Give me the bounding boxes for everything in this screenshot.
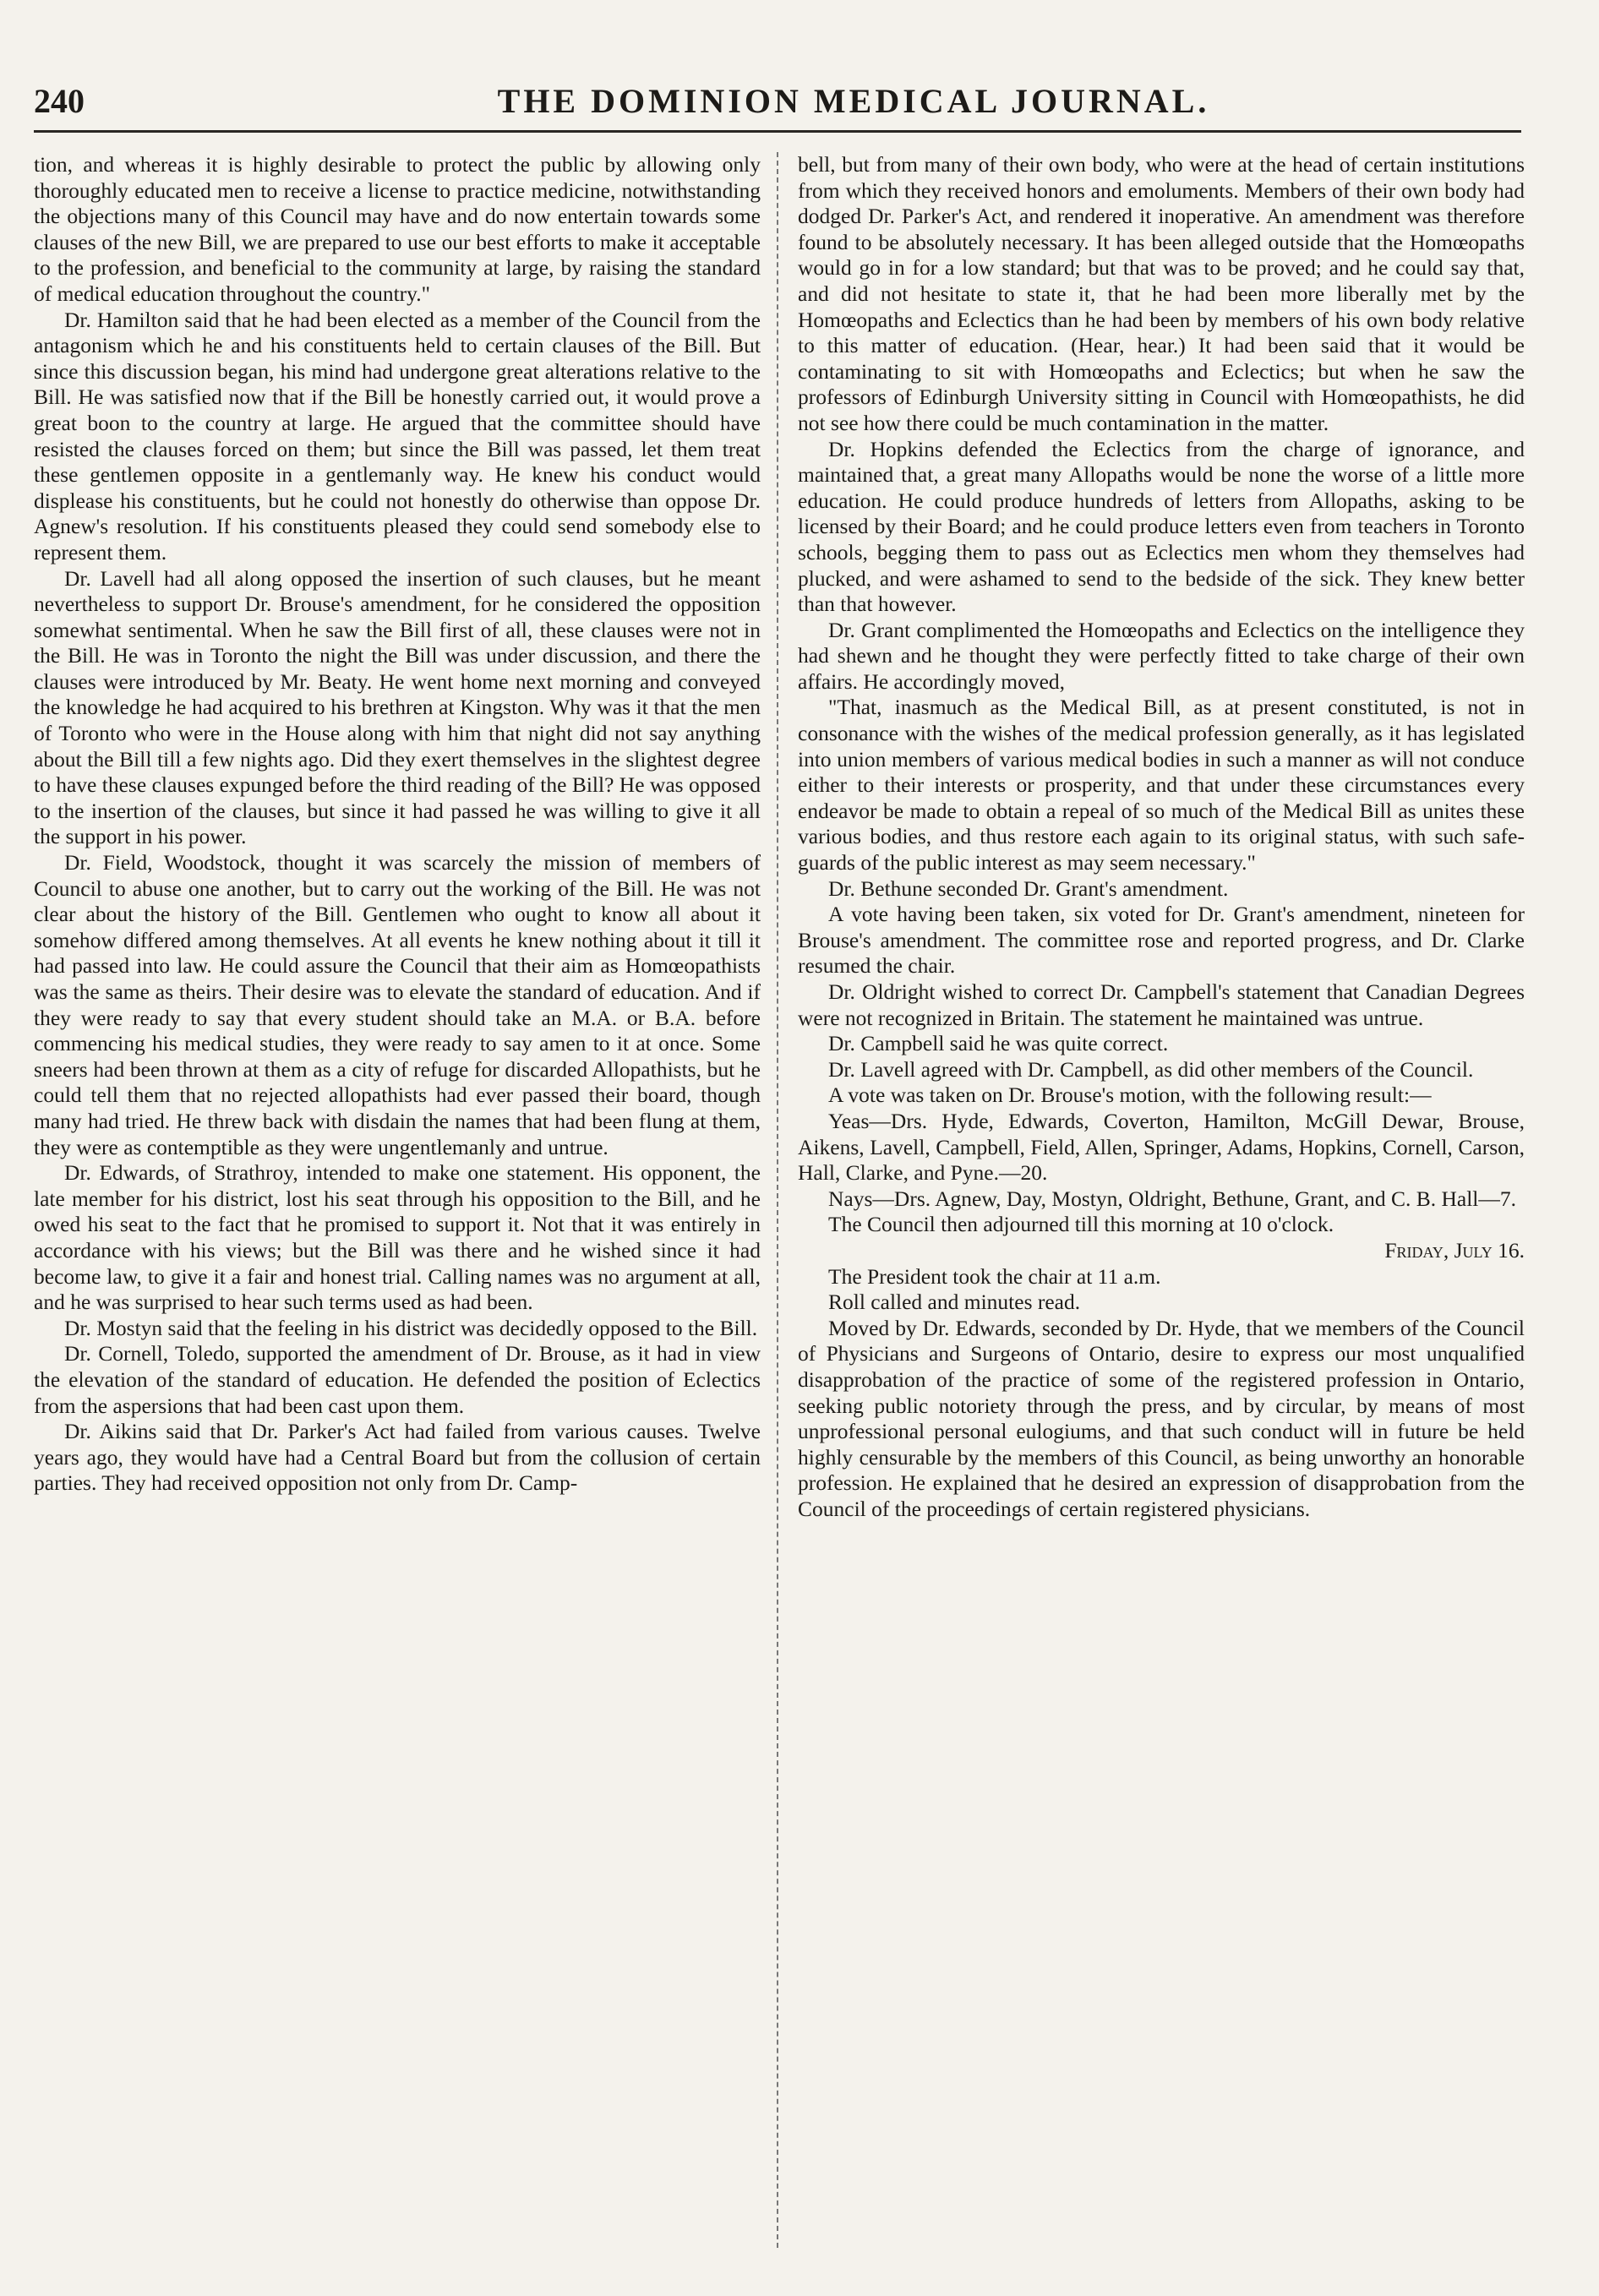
header-rule <box>34 130 1521 133</box>
paragraph: Dr. Lavell agreed with Dr. Campbell, as did other members of the Council. <box>828 1056 1474 1082</box>
paragraph: Dr. Lavell had all along opposed the insertion of such clauses, but he meant nevertheless to support Dr. Brouse's amendment, for he considered the opposition somewhat sentimental. When he saw the Bill first of all, these clauses were not in the Bill. He was in Toronto the night the Bill was under discussion, and there the clauses were introduced by Mr. Beaty. He went home next morning and conveyed the knowledge he had acquired to his brethren at Kingston. Why was it that the men of Toronto who were in the House along with him that night did not say anything about the Bill till a few nights ago. Did they exert themselves in the slightest degree to have these clauses expunged before the third reading of the Bill? He was opposed to the insertion of the clauses, but since it had passed he was willing to give it all the support in his power. <box>34 565 761 849</box>
paragraph: Dr. Edwards, of Strathroy, intended to make one statement. His opponent, the late member for his district, lost his seat through his opposition to the Bill, and he owed his seat to the fact that he promised to support it. Not that it was entirely in accordance with his views; but the Bill was there and he wished since it had become law, to give it a fair and honest trial. Calling names was no argument at all, and he was surprised to hear such terms used as had been. <box>34 1160 761 1315</box>
page-number: 240 <box>34 82 85 120</box>
paragraph: Dr. Hopkins defended the Eclectics from the charge of ignorance, and maintained that, a great many Allopaths would be none the worse of a little more education. He could produce hundreds of letters from Allopaths, asking to be licensed by their Board; and he could produce letters even from teachers in Toronto schools, begging them to pass out as Eclectics men whom they themselves had plucked, and were ashamed to send to the bedside of the sick. They knew better than that however. <box>798 436 1525 617</box>
paragraph: Dr. Aikins said that Dr. Parker's Act had failed from various causes. Twelve years ago, they would have had a Central Board but from the collusion of certain parties. They had received opposition not only from Dr. Camp- <box>34 1419 761 1496</box>
paragraph: Dr. Cornell, Toledo, supported the amendment of Dr. Brouse, as it had in view the elevation of the standard of education. He defended the position of Eclectics from the aspersions that had been cast upon them. <box>34 1341 761 1418</box>
paragraph: Dr. Mostyn said that the feeling in his district was decidedly opposed to the Bill. <box>64 1315 758 1340</box>
paragraph: Dr. Field, Woodstock, thought it was scarcely the mission of members of Council to abuse one another, but to carry out the working of the Bill. He was not clear about the history of the Bill. Gentlemen who ought to know all about it somehow differed among themselves. At all events he knew nothing about it till it had passed into law. He could assure the Council that their aim as Homœopathists was the same as theirs. Their desire was to elevate the standard of education. And if they were ready to say that every student should take an M.A. or B.A. before commencing his medical studies, they were ready to say amen to it at once. Some sneers had been thrown at them as a city of refuge for discarded Allopathists, but he could tell them that no rejected allopathists had ever passed their board, though many had tried. He threw back with disdain the names that had been flung at them, they were as contemptible as they were ungentlemanly and untrue. <box>34 850 761 1159</box>
paragraph: Dr. Campbell said he was quite correct. <box>828 1031 1169 1056</box>
paragraph: Dr. Hamilton said that he had been elected as a member of the Council from the antagonism which he and his constituents held to certain clauses of the Bill. But since this discussion began, his mind had undergone great alterations relative to the Bill. He was satisfied now that if the Bill be honestly carried out, it would prove a great boon to the country at large. He argued that the committee should have resisted the clauses forced on them; but since the Bill was passed, let them treat these gentlemen opposite in a gentlemanly way. He knew his conduct would displease his constituents, but he could not honestly do otherwise than oppose Dr. Agnew's resolution. If his constituents pleased they could send somebody else to represent them. <box>34 307 761 564</box>
paragraph: Nays—Drs. Agnew, Day, Mostyn, Oldright, Bethune, Grant, and C. B. Hall—7. <box>828 1186 1517 1211</box>
paragraph: Moved by Dr. Edwards, seconded by Dr. Hyde, that we members of the Council of Physicians and Surgeons of Ontario, desire to express our most unqualified disapprobation of the practice of some of the registered profession in Ontario, seeking public notoriety through the press, and by circular, by means of most unprofessional personal eulogiums, and that such conduct will in future be held highly censurable by the members of this Council, as being unworthy an honorable profession. He explained that he desired an expression of disapprobation from the Council of the proceedings of certain registered physicians. <box>798 1315 1525 1521</box>
paragraph: tion, and whereas it is highly desirable to protect the public by allowing only thoroughly educated men to receive a license to practice medicine, notwithstanding the objections many of this Council may have and do now entertain towards some clauses of the new Bill, we are prepared to use our best efforts to make it acceptable to the profession, and beneficial to the community at large, by raising the standard of medical education throughout the country." <box>34 152 761 306</box>
right-column <box>798 152 1525 2265</box>
paragraph: Yeas—Drs. Hyde, Edwards, Coverton, Hamilton, McGill Dewar, Brouse, Aikens, Lavell, Campbell, Field, Allen, Springer, Adams, Hopkins, Cornell, Carson, Hall, Clarke, and Pyne.—20. <box>798 1108 1525 1186</box>
paragraph: Dr. Grant complimented the Homœopaths and Eclectics on the intelligence they had shewn and he thought they were perfectly fitted to take charge of their own affairs. He accordingly moved, <box>798 617 1525 694</box>
paragraph: Dr. Oldright wished to correct Dr. Campbell's statement that Canadian Degrees were not recognized in Britain. The statement he maintained was untrue. <box>798 979 1525 1030</box>
dateline: Friday, July 16. <box>1384 1237 1525 1263</box>
paragraph: Dr. Bethune seconded Dr. Grant's amendment. <box>828 875 1229 901</box>
paragraph: Roll called and minutes read. <box>828 1290 1081 1315</box>
paragraph: bell, but from many of their own body, who were at the head of certain institutions from which they received honors and emoluments. Members of their own body had dodged Dr. Parker's Act, and rendered it inoperative. An amendment was therefore found to be absolutely necessary. It has been alleged outside that the Homœopaths would go in for a low standard; but that was to be proved; and he could say that, and did not hesitate to state it, that he had been more liberally met by the Homœopaths and Eclectics than he had been by members of his own body relative to this matter of education. (Hear, hear.) It had been said that it would be contaminating to sit with Homœopaths and Eclectics; but when he saw the professors of Edinburgh University sitting in Council with Homœopathists, he did not see how there could be much contamination in the matter. <box>798 152 1525 435</box>
left-column <box>34 152 761 2265</box>
page-header <box>34 78 1521 137</box>
column-divider <box>777 152 778 2248</box>
paragraph: A vote having been taken, six voted for Dr. Grant's amendment, nineteen for Brouse's amendment. The committee rose and reported progress, and Dr. Clarke resumed the chair. <box>798 902 1525 979</box>
paragraph: The President took the chair at 11 a.m. <box>828 1263 1161 1289</box>
paragraph: A vote was taken on Dr. Brouse's motion, with the following result:— <box>828 1083 1432 1108</box>
journal-title: THE DOMINION MEDICAL JOURNAL. <box>497 82 1210 120</box>
paragraph: "That, inasmuch as the Medical Bill, as at present constituted, is not in consonance with the wishes of the medical profession generally, as it has legislated into union members of various medical bodies in such a manner as will not conduce either to their interests or prosperity, and that under these circumstances every endeavor be made to obtain a repeal of so much of the Medical Bill as unites these various bodies, and thus restore each again to its original status, with such safe-guards of the public interest as may seem necessary." <box>798 695 1525 875</box>
paragraph: The Council then adjourned till this morning at 10 o'clock. <box>828 1212 1334 1237</box>
